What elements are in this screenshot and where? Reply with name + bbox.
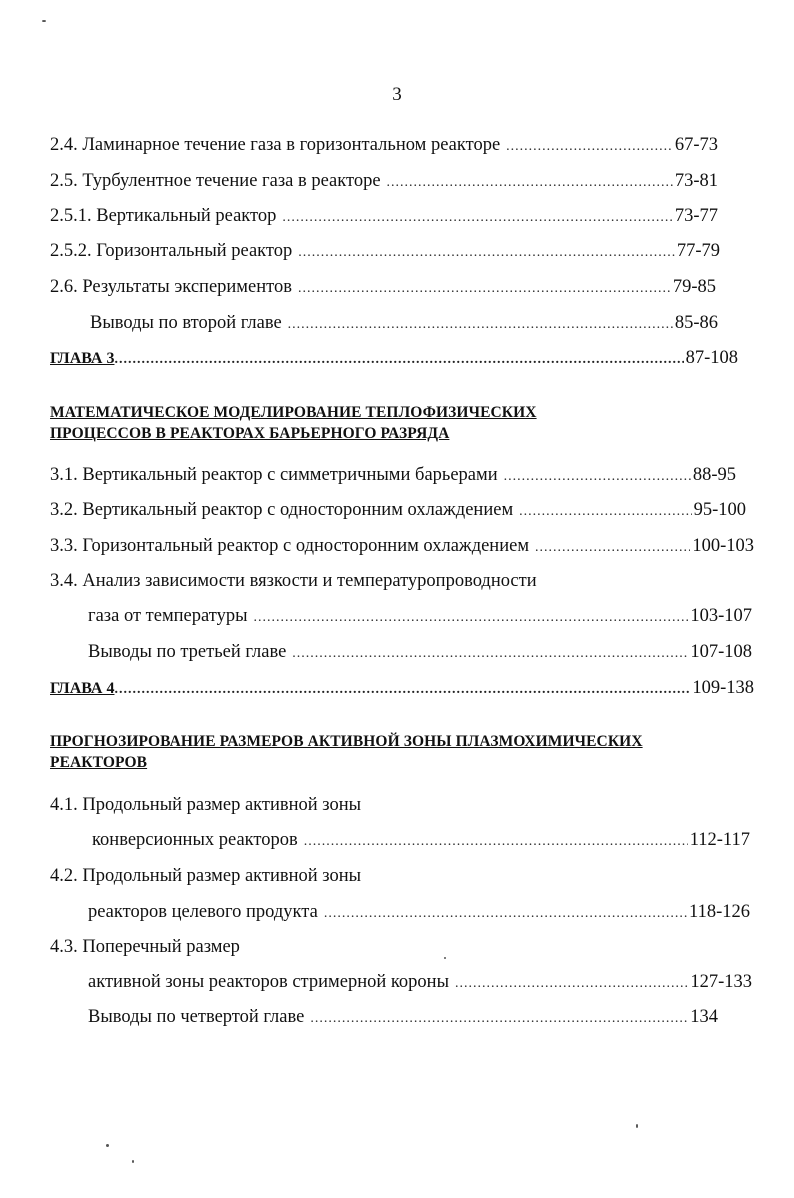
toc-entry-3-4-line1: 3.4. Анализ зависимости вязкости и температуропроводности	[50, 571, 537, 591]
chapter-4-title-line1: ПРОГНОЗИРОВАНИЕ РАЗМЕРОВ АКТИВНОЙ ЗОНЫ ПЛАЗМОХИМИЧЕСКИХ	[50, 733, 643, 750]
toc-entry	[50, 239, 720, 263]
toc-entry-label: активной зоны реакторов стримерной короны	[88, 972, 449, 992]
leader-dots	[324, 902, 687, 926]
page-number: 3	[392, 84, 402, 105]
leader-dots	[282, 206, 672, 230]
toc-entry-pages: 118-126	[689, 902, 750, 922]
toc-entry-pages: 73-81	[674, 171, 718, 191]
leader-dots	[455, 972, 688, 996]
toc-entry-pages: 88-95	[692, 465, 736, 485]
toc-entry	[90, 311, 718, 335]
toc-entry-label: реакторов целевого продукта	[88, 902, 318, 922]
chapter-label: ГЛАВА 4	[50, 680, 115, 697]
leader-dots	[310, 1007, 688, 1031]
leader-dots	[298, 277, 671, 301]
toc-entry	[50, 169, 718, 193]
toc-entry-pages: 127-133	[690, 972, 752, 992]
toc-entry-pages: 107-108	[690, 642, 752, 662]
toc-entry-pages: 95-100	[693, 500, 746, 520]
toc-entry-pages: 73-77	[674, 206, 718, 226]
toc-entry-pages: 112-117	[689, 830, 750, 850]
leader-dots	[304, 830, 688, 854]
toc-entry	[88, 640, 752, 664]
chapter-4-title-line2: РЕАКТОРОВ	[50, 754, 148, 771]
toc-entry	[50, 133, 718, 157]
toc-entry	[50, 204, 718, 228]
leader-dots	[387, 171, 673, 195]
chapter-3-title-line1: МАТЕМАТИЧЕСКОЕ МОДЕЛИРОВАНИЕ ТЕПЛОФИЗИЧЕСКИХ	[50, 404, 537, 421]
leader-dots	[288, 313, 673, 337]
toc-entry	[92, 828, 750, 852]
chapter-3-title-line2: ПРОЦЕССОВ В РЕАКТОРАХ БАРЬЕРНОГО РАЗРЯДА	[50, 425, 450, 442]
toc-entry-4-2-line1: 4.2. Продольный размер активной зоны	[50, 866, 362, 886]
chapter-pages: 109-138	[692, 678, 754, 698]
chapter-4-entry	[50, 676, 754, 700]
toc-entry-label: 3.2. Вертикальный реактор с односторонним охлаждением	[50, 500, 514, 520]
toc-entry-label: 2.5. Турбулентное течение газа в реакторе	[50, 171, 381, 191]
leader-dots	[114, 348, 683, 372]
toc-entry-label: Выводы по четвертой главе	[88, 1007, 305, 1027]
toc-entry	[88, 900, 750, 924]
toc-entry-pages: 134	[690, 1007, 718, 1027]
toc-entry-pages: 100-103	[692, 536, 754, 556]
chapter-3-title	[50, 402, 537, 444]
toc-entry-label: Выводы по второй главе	[90, 313, 282, 333]
scan-speck	[106, 1144, 109, 1147]
toc-entry-pages: 103-107	[690, 606, 752, 626]
scan-speck	[636, 1124, 638, 1128]
toc-entry-label: газа от температуры	[88, 606, 248, 626]
toc-entry-label: 2.5.2. Горизонтальный реактор	[50, 241, 293, 261]
toc-entry-label: 2.5.1. Вертикальный реактор	[50, 206, 277, 226]
toc-entry	[50, 463, 736, 487]
leader-dots	[504, 465, 691, 489]
scan-speck	[444, 957, 446, 959]
toc-entry-4-3-line1: 4.3. Поперечный размер	[50, 937, 240, 957]
toc-entry	[50, 498, 746, 522]
toc-entry	[50, 534, 754, 558]
scan-speck	[132, 1160, 134, 1163]
toc-entry-label: Выводы по третьей главе	[88, 642, 287, 662]
toc-entry-pages: 77-79	[676, 241, 720, 261]
toc-entry-pages: 79-85	[672, 277, 716, 297]
toc-entry-label: конверсионных реакторов	[92, 830, 298, 850]
toc-entry-label: 3.3. Горизонтальный реактор с односторонним охлаждением	[50, 536, 530, 556]
chapter-3-entry	[50, 346, 738, 370]
toc-entry	[88, 970, 752, 994]
chapter-pages: 87-108	[685, 348, 738, 368]
leader-dots	[506, 135, 673, 159]
toc-entry	[88, 1005, 718, 1029]
leader-dots	[298, 241, 675, 265]
chapter-4-title	[50, 731, 643, 773]
leader-dots	[292, 642, 688, 666]
toc-entry	[88, 604, 752, 628]
toc-entry-label: 2.6. Результаты экспериментов	[50, 277, 292, 297]
toc-entry-label: 3.1. Вертикальный реактор с симметричными барьерами	[50, 465, 498, 485]
scan-speck	[42, 20, 46, 22]
toc-entry-label: 2.4. Ламинарное течение газа в горизонтальном реакторе	[50, 135, 501, 155]
toc-entry-pages: 67-73	[674, 135, 718, 155]
toc-entry-4-1-line1: 4.1. Продольный размер активной зоны	[50, 795, 362, 815]
leader-dots	[254, 606, 689, 630]
toc-entry	[50, 275, 716, 299]
chapter-label: ГЛАВА 3	[50, 350, 115, 367]
leader-dots	[114, 678, 690, 702]
leader-dots	[519, 500, 691, 524]
leader-dots	[535, 536, 690, 560]
toc-entry-pages: 85-86	[674, 313, 718, 333]
